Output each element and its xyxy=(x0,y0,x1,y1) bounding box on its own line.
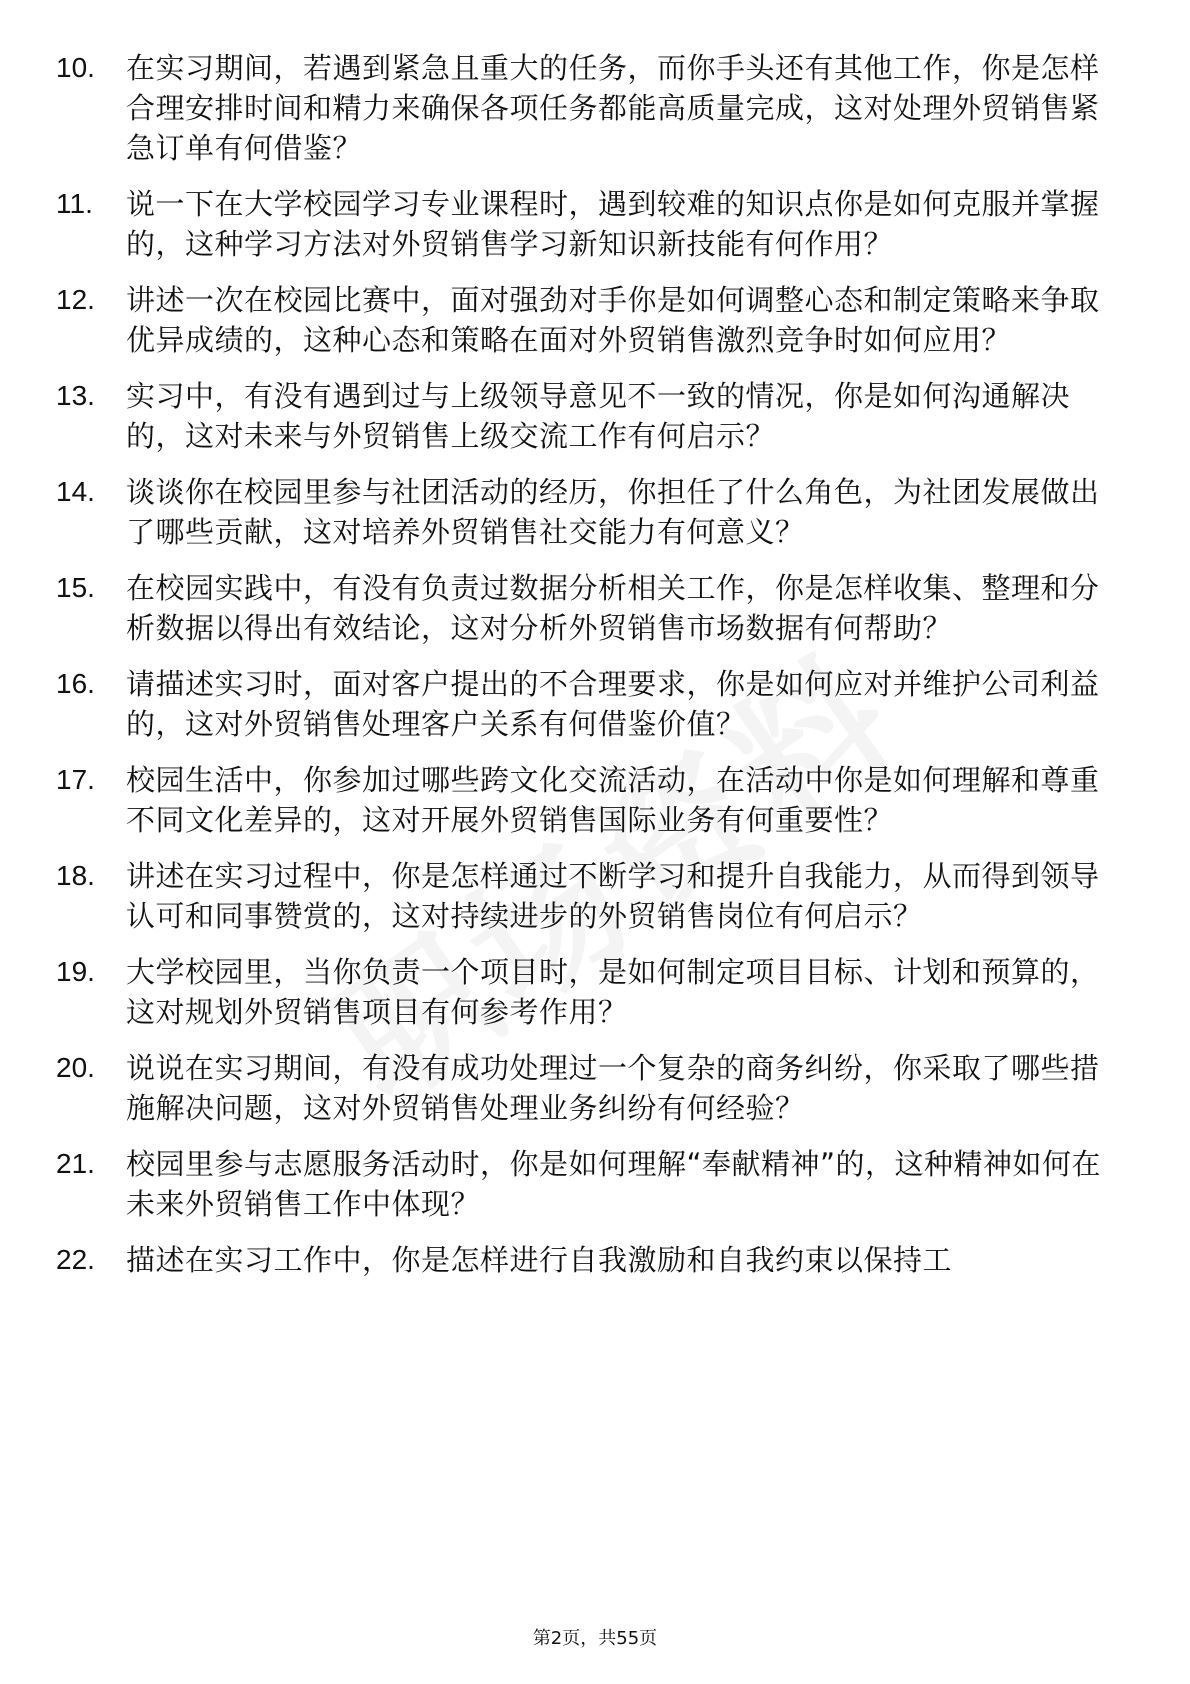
question-text: 校园生活中，你参加过哪些跨文化交流活动，在活动中你是如何理解和尊重不同文化差异的，这对开展外贸销售国际业务有何重要性？ xyxy=(126,763,1100,837)
page-footer: 第2页，共55页 xyxy=(532,1628,658,1649)
question-item xyxy=(56,568,1106,648)
question-text: 说说在实习期间，有没有成功处理过一个复杂的商务纠纷，你采取了哪些措施解决问题，这对外贸销售处理业务纠纷有何经验？ xyxy=(126,1051,1100,1125)
question-number: 11. xyxy=(56,188,93,219)
question-number: 15. xyxy=(56,572,95,603)
question-text: 说一下在大学校园学习专业课程时，遇到较难的知识点你是如何克服并掌握的，这种学习方法对外贸销售学习新知识新技能有何作用？ xyxy=(126,187,1100,261)
question-number: 22. xyxy=(56,1244,95,1275)
question-item xyxy=(56,376,1106,456)
question-text: 谈谈你在校园里参与社团活动的经历，你担任了什么角色，为社团发展做出了哪些贡献，这对培养外贸销售社交能力有何意义？ xyxy=(126,475,1100,549)
question-text: 在实习期间，若遇到紧急且重大的任务，而你手头还有其他工作，你是怎样合理安排时间和精力来确保各项任务都能高质量完成，这对处理外贸销售紧急订单有何借鉴？ xyxy=(126,51,1100,165)
question-text: 校园里参与志愿服务活动时，你是如何理解“奉献精神”的，这种精神如何在未来外贸销售工作中体现？ xyxy=(126,1147,1102,1221)
question-item xyxy=(56,664,1106,744)
question-item xyxy=(56,952,1106,1032)
question-item xyxy=(56,1240,1106,1280)
question-item xyxy=(56,1048,1106,1128)
question-number: 12. xyxy=(56,284,95,315)
question-number: 13. xyxy=(56,380,95,411)
question-item xyxy=(56,472,1106,552)
question-item xyxy=(56,760,1106,840)
question-text: 讲述一次在校园比赛中，面对强劲对手你是如何调整心态和制定策略来争取优异成绩的，这种心态和策略在面对外贸销售激烈竞争时如何应用？ xyxy=(126,283,1100,357)
question-text: 请描述实习时，面对客户提出的不合理要求，你是如何应对并维护公司利益的，这对外贸销售处理客户关系有何借鉴价值？ xyxy=(126,667,1100,741)
question-item xyxy=(56,280,1106,360)
question-text: 在校园实践中，有没有负责过数据分析相关工作，你是怎样收集、整理和分析数据以得出有效结论，这对分析外贸销售市场数据有何帮助？ xyxy=(126,571,1100,645)
question-number: 14. xyxy=(56,476,95,507)
question-number: 19. xyxy=(56,956,95,987)
question-text: 实习中，有没有遇到过与上级领导意见不一致的情况，你是如何沟通解决的，这对未来与外贸销售上级交流工作有何启示？ xyxy=(126,379,1071,453)
question-text: 大学校园里，当你负责一个项目时，是如何制定项目目标、计划和预算的，这对规划外贸销售项目有何参考作用？ xyxy=(126,955,1100,1029)
question-item xyxy=(56,48,1106,168)
question-number: 18. xyxy=(56,860,95,891)
question-number: 10. xyxy=(56,52,95,83)
question-number: 17. xyxy=(56,764,95,795)
question-text: 描述在实习工作中，你是怎样进行自我激励和自我约束以保持工 xyxy=(126,1243,953,1277)
question-number: 21. xyxy=(56,1148,95,1179)
question-item xyxy=(56,1144,1106,1224)
question-list xyxy=(56,48,1106,1296)
question-item xyxy=(56,856,1106,936)
question-number: 20. xyxy=(56,1052,95,1083)
question-item xyxy=(56,184,1106,264)
question-number: 16. xyxy=(56,668,95,699)
question-text: 讲述在实习过程中，你是怎样通过不断学习和提升自我能力，从而得到领导认可和同事赞赏的，这对持续进步的外贸销售岗位有何启示？ xyxy=(126,859,1100,933)
